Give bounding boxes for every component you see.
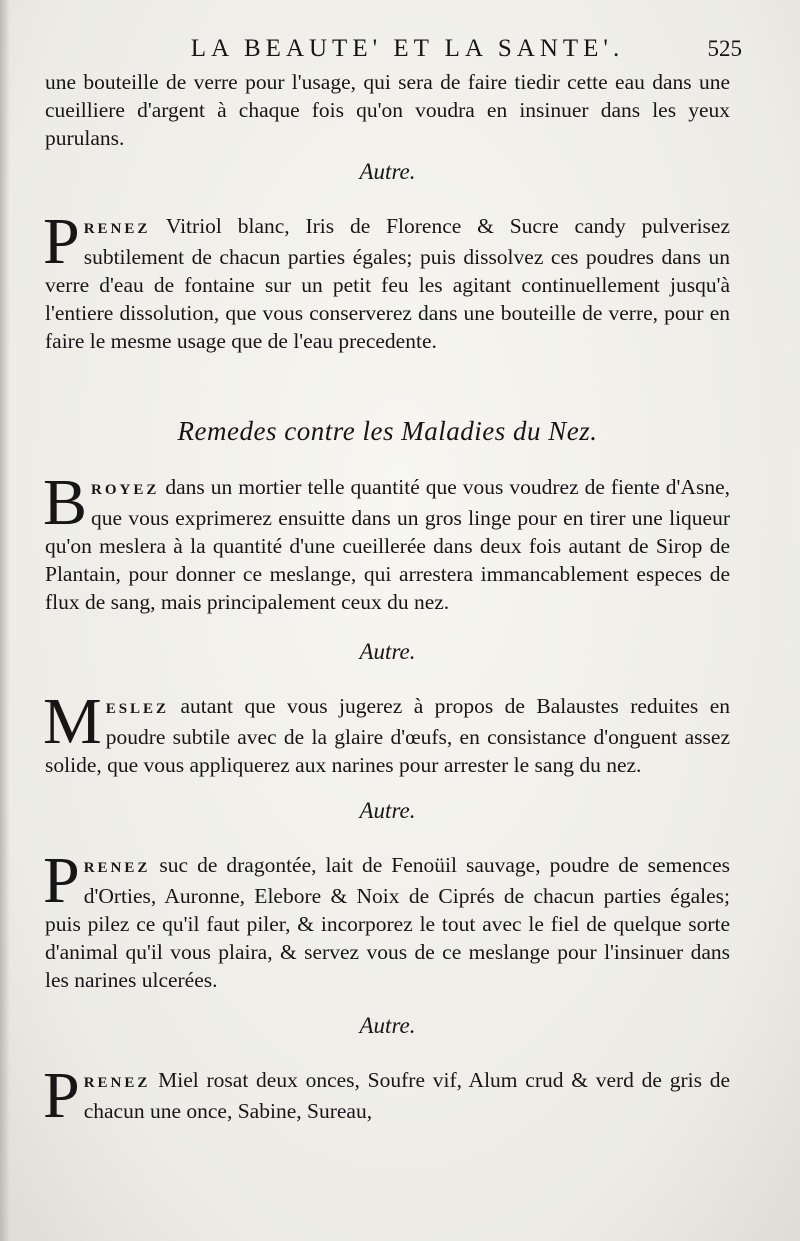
drop-cap: B <box>43 466 88 539</box>
recipe-text <box>43 844 730 994</box>
intro-paragraph: une bouteille de verre pour l'usage, qui sera de faire tiedir cette eau dans une cueilliere d'argent à chaque fois qu'on voudra en insinuer dans les yeux purulans. <box>45 70 730 150</box>
drop-cap: P <box>43 1059 80 1132</box>
drop-cap: P <box>43 844 80 917</box>
recipe-eye-water <box>45 158 730 355</box>
recipe-nose-bleed <box>43 466 730 616</box>
opening-word: RENEZ <box>83 221 151 237</box>
recipe-body: dans un mortier telle quantité que vous voudrez de fiente d'Asne, que vous exprimerez ensuitte dans un gros linge pour en tirer une liqueur qu'on meslera à la quantité d'une cueilleréе dans deux fois autant de Sirop de Plantain, pour donner ce meslange, qui arrestera immancablement especes de flux de sang, mais principalement ceux du nez. <box>45 475 730 614</box>
recipe-body: Vitriol blanc, Iris de Florence & Sucre candy pulverisez subtilement de chacun parties égales; puis dissolvez ces poudres dans un verre d'eau de fontaine sur un petit feu les agitant continuellement jusqu'à l'entiere dissolution, que vous conserverez dans une bouteille de verre, pour en faire le mesme usage que de l'eau precedente. <box>45 214 730 353</box>
recipe-text <box>43 685 730 779</box>
recipe-text <box>43 205 730 355</box>
drop-cap: M <box>43 685 102 758</box>
opening-word: ROYEZ <box>91 482 160 498</box>
recipe-body: suc de dragontée, lait de Fenoüil sauvage, poudre de semences d'Orties, Auronne, Elebore & Noix de Ciprés de chacun parties égales; puis pilez ce qu'il faut piler, & incorporez le tout avec le fiel de quelque sorte d'animal qu'il vous plaira, & servez vous de ce meslange pour l'insinuer dans les narines ulcerées. <box>45 853 730 992</box>
subhead-autre: Autre. <box>359 639 416 664</box>
recipe-text <box>43 1059 730 1132</box>
recipe-miel-rosat <box>43 1012 730 1132</box>
recipe-body: Miel rosat deux onces, Soufre vif, Alum crud & verd de gris de chacun une once, Sabine, Sureau, <box>83 1068 730 1123</box>
drop-cap: P <box>43 205 80 278</box>
section-title: Remedes contre les Maladies du Nez. <box>177 416 598 446</box>
opening-word: RENEZ <box>83 1075 151 1091</box>
opening-word: RENEZ <box>83 860 151 876</box>
recipe-text <box>43 466 730 616</box>
recipe-balaustes <box>45 638 730 779</box>
recipe-body: autant que vous jugerez à propos de Balaustes reduites en poudre subtile avec de la glaire d'œufs, en consistance d'onguent assez solide, que vous appliquerez aux narines pour arrester le sang du nez. <box>45 694 730 777</box>
subhead-autre: Autre. <box>359 159 416 184</box>
opening-word: ESLEZ <box>105 701 170 717</box>
subhead-autre: Autre. <box>359 798 416 823</box>
recipe-nasal-ulcers <box>45 797 730 994</box>
page-header <box>45 30 742 68</box>
subhead-autre: Autre. <box>359 1013 416 1038</box>
running-title: LA BEAUTE' ET LA SANTE'. <box>190 35 625 62</box>
page-number: 525 <box>707 36 742 61</box>
